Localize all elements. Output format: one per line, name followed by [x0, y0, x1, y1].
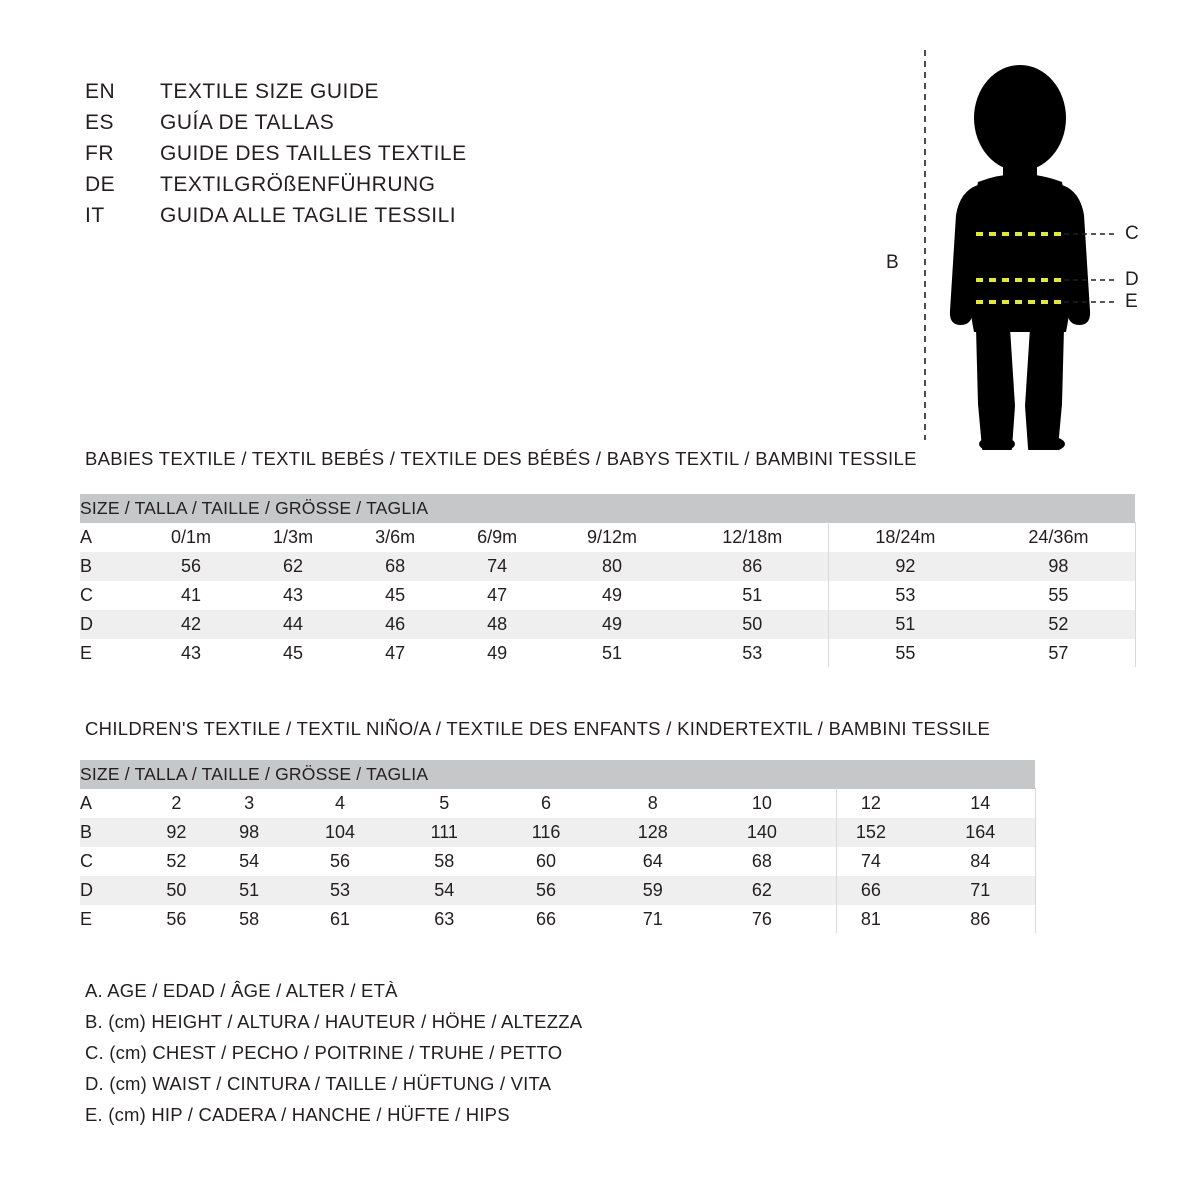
- table-cell: 60: [494, 847, 598, 876]
- row-label: C: [80, 847, 140, 876]
- language-title: GUIDA ALLE TAGLIE TESSILI: [160, 204, 457, 227]
- table-cell: 66: [816, 876, 925, 905]
- table-cell: 0/1m: [140, 523, 242, 552]
- table-cell: 6/9m: [446, 523, 548, 552]
- table-cell: 3/6m: [344, 523, 446, 552]
- table-cell: 92: [140, 818, 213, 847]
- language-code: EN: [85, 80, 116, 103]
- table-cell: 74: [446, 552, 548, 581]
- table-cell: 46: [344, 610, 446, 639]
- table-cell: 41: [140, 581, 242, 610]
- table-cell: 80: [548, 552, 676, 581]
- table-cell: 116: [494, 818, 598, 847]
- children-size-table: [80, 760, 1035, 934]
- table-cell: 50: [676, 610, 829, 639]
- legend-item-age: A. AGE / EDAD / ÂGE / ALTER / ETÀ: [85, 980, 398, 1001]
- table-cell: 86: [676, 552, 829, 581]
- babies-section-caption: BABIES TEXTILE / TEXTIL BEBÉS / TEXTILE DES BÉBÉS / BABYS TEXTIL / BAMBINI TESSILE: [85, 448, 917, 469]
- table-cell: 53: [676, 639, 829, 668]
- children-table-header: SIZE / TALLA / TAILLE / GRÖSSE / TAGLIA: [80, 760, 1035, 789]
- table-cell: 64: [598, 847, 707, 876]
- table-cell: 14: [926, 789, 1036, 818]
- table-cell: 51: [548, 639, 676, 668]
- row-label: E: [80, 639, 140, 668]
- table-cell: 53: [829, 581, 982, 610]
- legend-item-height: B. (cm) HEIGHT / ALTURA / HAUTEUR / HÖHE / ALTEZZA: [85, 1011, 583, 1032]
- language-row: [85, 142, 785, 173]
- figure-label-hip: E: [1125, 291, 1138, 312]
- table-cell: 49: [446, 639, 548, 668]
- table-cell: 5: [395, 789, 494, 818]
- figure-label-waist: D: [1125, 269, 1139, 290]
- legend-item-chest: C. (cm) CHEST / PECHO / POITRINE / TRUHE / PETTO: [85, 1042, 563, 1063]
- table-row: [80, 610, 1135, 639]
- table-cell: 68: [707, 847, 816, 876]
- language-row: [85, 111, 785, 142]
- table-row: [80, 581, 1135, 610]
- table-cell: 71: [926, 876, 1036, 905]
- table-cell: 55: [829, 639, 982, 668]
- table-cell: 1/3m: [242, 523, 344, 552]
- table-cell: 6: [494, 789, 598, 818]
- language-row: [85, 173, 785, 204]
- table-cell: 140: [707, 818, 816, 847]
- table-cell: 8: [598, 789, 707, 818]
- table-row: [80, 639, 1135, 668]
- figure-label-chest: C: [1125, 223, 1139, 244]
- table-cell: 43: [140, 639, 242, 668]
- table-cell: 49: [548, 610, 676, 639]
- table-cell: 18/24m: [829, 523, 982, 552]
- table-cell: 86: [926, 905, 1036, 934]
- table-cell: 24/36m: [982, 523, 1135, 552]
- table-cell: 98: [982, 552, 1135, 581]
- row-label: D: [80, 876, 140, 905]
- table-cell: 76: [707, 905, 816, 934]
- table-cell: 50: [140, 876, 213, 905]
- table-cell: 45: [344, 581, 446, 610]
- table-cell: 152: [816, 818, 925, 847]
- table-cell: 63: [395, 905, 494, 934]
- table-cell: 71: [598, 905, 707, 934]
- table-row: [80, 905, 1035, 934]
- table-cell: 74: [816, 847, 925, 876]
- legend-item-hip: E. (cm) HIP / CADERA / HANCHE / HÜFTE / HIPS: [85, 1104, 510, 1125]
- table-cell: 42: [140, 610, 242, 639]
- column-divider: [1035, 788, 1036, 933]
- children-section-caption: CHILDREN'S TEXTILE / TEXTIL NIÑO/A / TEXTILE DES ENFANTS / KINDERTEXTIL / BAMBINI TESSILE: [85, 718, 991, 739]
- table-cell: 81: [816, 905, 925, 934]
- language-code: DE: [85, 173, 116, 196]
- table-cell: 92: [829, 552, 982, 581]
- table-row: [80, 789, 1035, 818]
- language-code: IT: [85, 204, 105, 227]
- language-title: GUIDE DES TAILLES TEXTILE: [160, 142, 467, 165]
- table-cell: 62: [707, 876, 816, 905]
- table-cell: 62: [242, 552, 344, 581]
- table-cell: 48: [446, 610, 548, 639]
- row-label: A: [80, 523, 140, 552]
- table-cell: 66: [494, 905, 598, 934]
- table-cell: 56: [140, 905, 213, 934]
- language-row: [85, 80, 785, 111]
- table-cell: 3: [213, 789, 286, 818]
- language-row: [85, 204, 785, 235]
- legend-item-waist: D. (cm) WAIST / CINTURA / TAILLE / HÜFTUNG / VITA: [85, 1073, 552, 1094]
- babies-table-header: SIZE / TALLA / TAILLE / GRÖSSE / TAGLIA: [80, 494, 1135, 523]
- column-divider: [1135, 522, 1136, 667]
- babies-size-table: [80, 494, 1135, 668]
- legend-block: [85, 975, 582, 1130]
- language-title-block: [85, 80, 785, 235]
- table-cell: 55: [982, 581, 1135, 610]
- column-divider: [836, 788, 837, 933]
- table-cell: 4: [285, 789, 394, 818]
- row-label: E: [80, 905, 140, 934]
- table-cell: 84: [926, 847, 1036, 876]
- table-row: [80, 552, 1135, 581]
- table-cell: 51: [829, 610, 982, 639]
- table-cell: 51: [676, 581, 829, 610]
- table-cell: 56: [285, 847, 394, 876]
- table-cell: 52: [140, 847, 213, 876]
- row-label: C: [80, 581, 140, 610]
- row-label: B: [80, 818, 140, 847]
- table-cell: 49: [548, 581, 676, 610]
- table-cell: 52: [982, 610, 1135, 639]
- table-cell: 12/18m: [676, 523, 829, 552]
- table-header-row: [80, 494, 1135, 523]
- table-cell: 43: [242, 581, 344, 610]
- table-cell: 164: [926, 818, 1036, 847]
- language-code: ES: [85, 111, 115, 134]
- table-cell: 45: [242, 639, 344, 668]
- table-cell: 51: [213, 876, 286, 905]
- language-title: GUÍA DE TALLAS: [160, 111, 335, 134]
- table-cell: 128: [598, 818, 707, 847]
- language-title: TEXTILE SIZE GUIDE: [160, 80, 380, 103]
- table-row: [80, 847, 1035, 876]
- table-cell: 47: [344, 639, 446, 668]
- table-cell: 57: [982, 639, 1135, 668]
- table-cell: 58: [395, 847, 494, 876]
- table-cell: 2: [140, 789, 213, 818]
- table-cell: 44: [242, 610, 344, 639]
- table-cell: 68: [344, 552, 446, 581]
- table-header-row: [80, 760, 1035, 789]
- column-divider: [828, 522, 829, 667]
- table-cell: 54: [213, 847, 286, 876]
- table-cell: 10: [707, 789, 816, 818]
- table-row: [80, 876, 1035, 905]
- row-label: A: [80, 789, 140, 818]
- table-cell: 12: [816, 789, 925, 818]
- table-cell: 59: [598, 876, 707, 905]
- table-cell: 104: [285, 818, 394, 847]
- table-cell: 98: [213, 818, 286, 847]
- figure-label-height: B: [886, 252, 899, 273]
- table-cell: 47: [446, 581, 548, 610]
- table-cell: 111: [395, 818, 494, 847]
- language-code: FR: [85, 142, 114, 165]
- table-cell: 58: [213, 905, 286, 934]
- table-cell: 54: [395, 876, 494, 905]
- table-cell: 53: [285, 876, 394, 905]
- table-cell: 9/12m: [548, 523, 676, 552]
- table-row: [80, 523, 1135, 552]
- measurement-figure: [860, 40, 1180, 450]
- language-title: TEXTILGRÖßENFÜHRUNG: [160, 173, 436, 196]
- row-label: B: [80, 552, 140, 581]
- table-cell: 61: [285, 905, 394, 934]
- table-cell: 56: [494, 876, 598, 905]
- table-row: [80, 818, 1035, 847]
- child-silhouette-icon: [860, 40, 1180, 450]
- table-cell: 56: [140, 552, 242, 581]
- row-label: D: [80, 610, 140, 639]
